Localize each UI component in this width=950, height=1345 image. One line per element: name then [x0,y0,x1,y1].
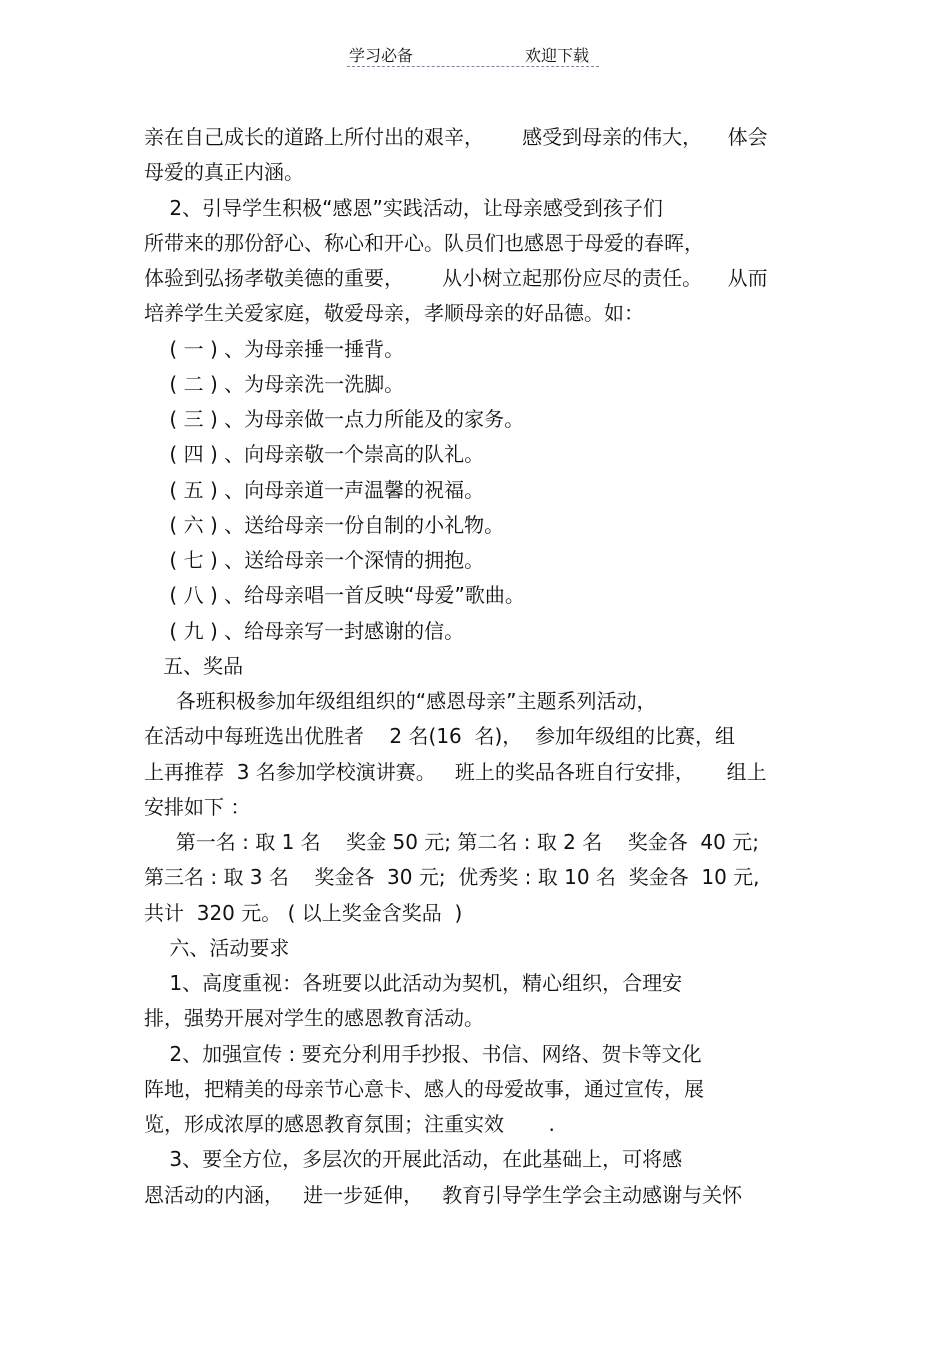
text-line: 阵地，把精美的母亲节心意卡、感人的母爱故事，通过宣传，展 [144,1077,704,1101]
text-line: 所带来的那份舒心、称心和开心。队员们也感恩于母爱的春晖， [144,231,704,255]
list-item: ( 七 ) 、送给母亲一个深情的拥抱。 [144,548,485,572]
text-line: 亲在自己成长的道路上所付出的艰辛， 感受到母亲的伟大， 体会 [144,125,768,149]
text-line: 1、高度重视：各班要以此活动为契机，精心组织，合理安 [144,971,683,995]
text-line: 母爱的真正内涵。 [144,160,304,184]
text-line: 第一名 : 取 1 名 奖金 50 元; 第二名 : 取 2 名 奖金各 40 元; [144,830,759,854]
list-item: ( 五 ) 、向母亲道一声温馨的祝福。 [144,478,485,502]
page-header [347,40,599,67]
text-line: 共计 320 元。 ( 以上奖金含奖品 ) [144,901,463,925]
text-line: 第三名 : 取 3 名 奖金各 30 元; 优秀奖 : 取 10 名 奖金各 10 元, [144,865,760,889]
text-line: 2、加强宣传 : 要充分利用手抄报、书信、网络、贺卡等文化 [144,1042,702,1066]
text-line: 上再推荐 3 名参加学校演讲赛。 班上的奖品各班自行安排， 组上 [144,760,767,784]
header-left-text: 学习必备 [349,46,414,65]
text-line: 2、引导学生积极“感恩”实践活动，让母亲感受到孩子们 [144,196,663,220]
list-item: ( 六 ) 、送给母亲一份自制的小礼物。 [144,513,505,537]
list-item: ( 二 ) 、为母亲洗一洗脚。 [144,372,405,396]
text-line: 安排如下 ： [144,795,251,819]
text-line: 览，形成浓厚的感恩教育氛围；注重实效 . [144,1112,555,1136]
section-heading: 六、活动要求 [144,936,290,960]
text-line: 3、要全方位，多层次的开展此活动，在此基础上，可将感 [144,1147,683,1171]
text-line: 恩活动的内涵， 进一步延伸， 教育引导学生学会主动感谢与关怀 [144,1183,743,1207]
list-item: ( 八 ) 、给母亲唱一首反映“母爱”歌曲。 [144,583,525,607]
list-item: ( 三 ) 、为母亲做一点力所能及的家务。 [144,407,525,431]
list-item: ( 一 ) 、为母亲捶一捶背。 [144,337,405,361]
text-line: 培养学生关爱家庭，敬爱母亲，孝顺母亲的好品德。如： [144,301,644,325]
section-heading: 五、奖品 [144,654,244,678]
text-line: 体验到弘扬孝敬美德的重要， 从小树立起那份应尽的责任。 从而 [144,266,768,290]
header-right-text: 欢迎下载 [525,46,590,65]
list-item: ( 四 ) 、向母亲敬一个崇高的队礼。 [144,442,485,466]
list-item: ( 九 ) 、给母亲写一封感谢的信。 [144,619,465,643]
text-line: 各班积极参加年级组组织的“感恩母亲”主题系列活动， [144,689,657,713]
text-line: 排，强势开展对学生的感恩教育活动。 [144,1006,484,1030]
text-line: 在活动中每班选出优胜者 2 名(16 名)， 参加年级组的比赛，组 [144,724,735,748]
